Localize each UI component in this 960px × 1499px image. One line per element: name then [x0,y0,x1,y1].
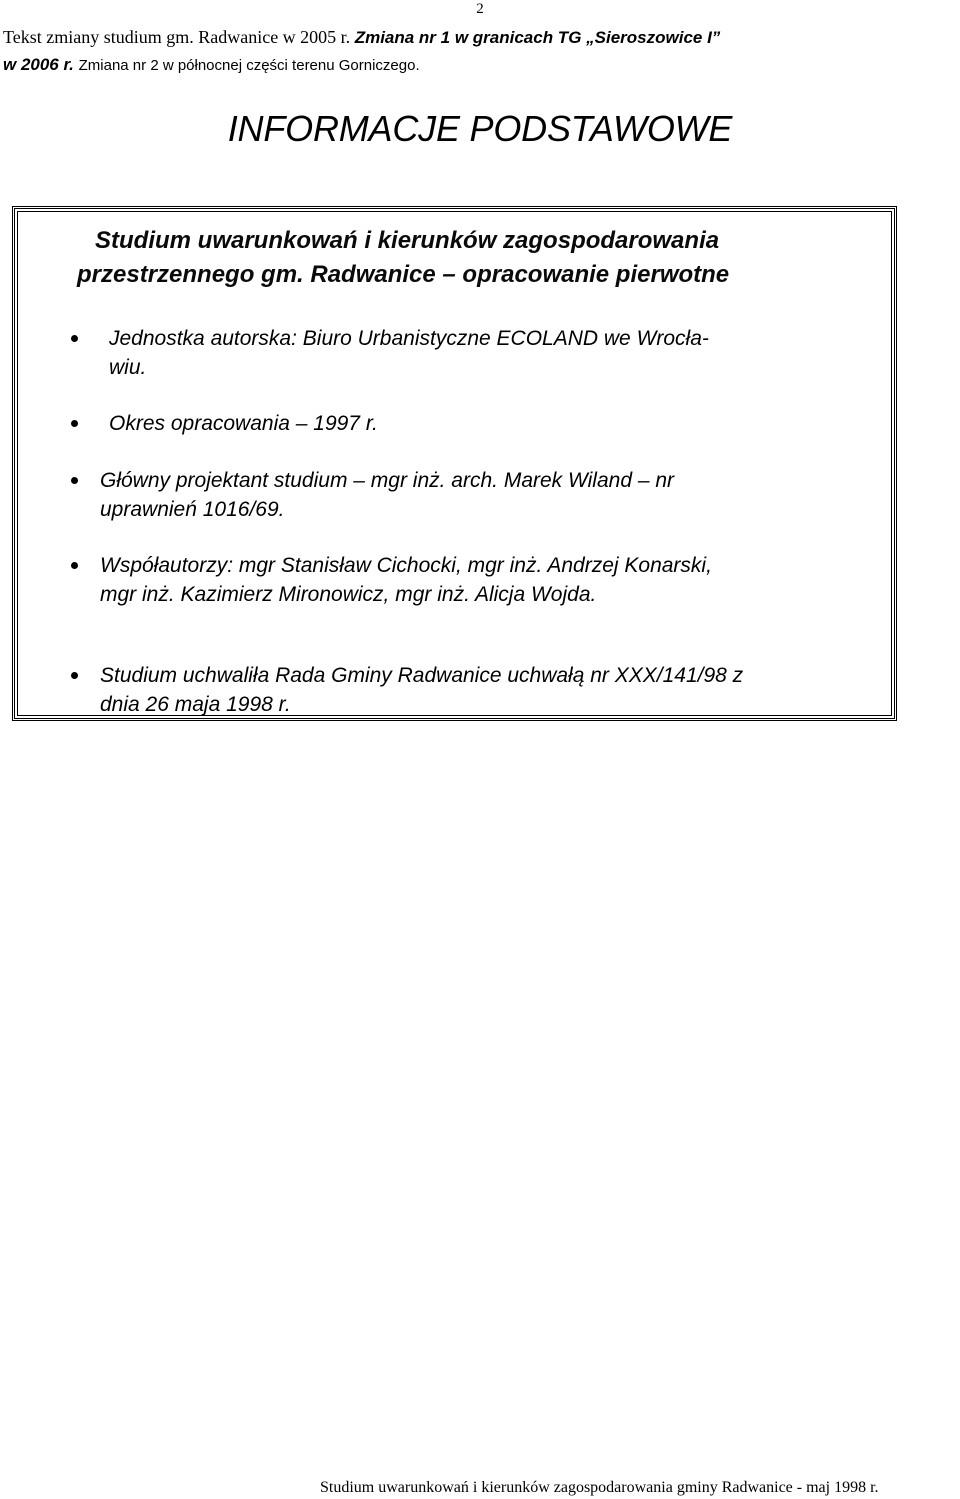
bullet-icon [71,562,78,569]
change-note-change-2: Zmiana nr 2 w północnej części terenu Gorniczego. [78,57,420,74]
change-note-line-2 [3,51,953,79]
page-number: 2 [476,1,484,17]
list-item-line-2: wiu. [109,356,147,379]
info-box-title [77,224,875,292]
list-item-line-1: Okres opracowania – 1997 r. [109,412,378,435]
bullet-icon [71,420,78,427]
list-item-line-1: Jednostka autorska: Biuro Urbanistyczne ECOLAND we Wrocła- [109,327,709,350]
list-item-line-1: Studium uchwaliła Rada Gminy Radwanice uchwałą nr XXX/141/98 z [100,664,744,687]
change-note-change-1: Zmiana nr 1 w granicach TG „Sieroszowice I” [354,28,721,47]
list-item-line-2: mgr inż. Kazimierz Mironowicz, mgr inż. Alicja Wojda. [100,583,597,606]
list-item-line-1: Główny projektant studium – mgr inż. arch. Marek Wiland – nr [100,469,675,492]
change-note-intro: Tekst zmiany studium gm. Radwanice w 2005 r. [3,27,355,47]
bullet-icon [71,335,78,342]
page-footer: Studium uwarunkowań i kierunków zagospodarowania gminy Radwanice - maj 1998 r. [320,1479,879,1496]
list-item-line-1: Współautorzy: mgr Stanisław Cichocki, mgr inż. Andrzej Konarski, [100,554,712,577]
page-title: INFORMACJE PODSTAWOWE [227,108,733,149]
change-note-line-1 [3,24,953,51]
list-item-line-2: dnia 26 maja 1998 r. [100,693,291,716]
change-note [3,24,953,79]
change-note-year: w 2006 r. [3,55,79,74]
bullet-icon [71,477,78,484]
bullet-icon [71,672,78,679]
info-box-title-line-2: przestrzennego gm. Radwanice – opracowanie pierwotne [77,261,730,288]
info-box-title-line-1: Studium uwarunkowań i kierunków zagospodarowania [95,227,720,254]
info-box [12,206,897,721]
list-item-line-2: uprawnień 1016/69. [100,498,285,521]
